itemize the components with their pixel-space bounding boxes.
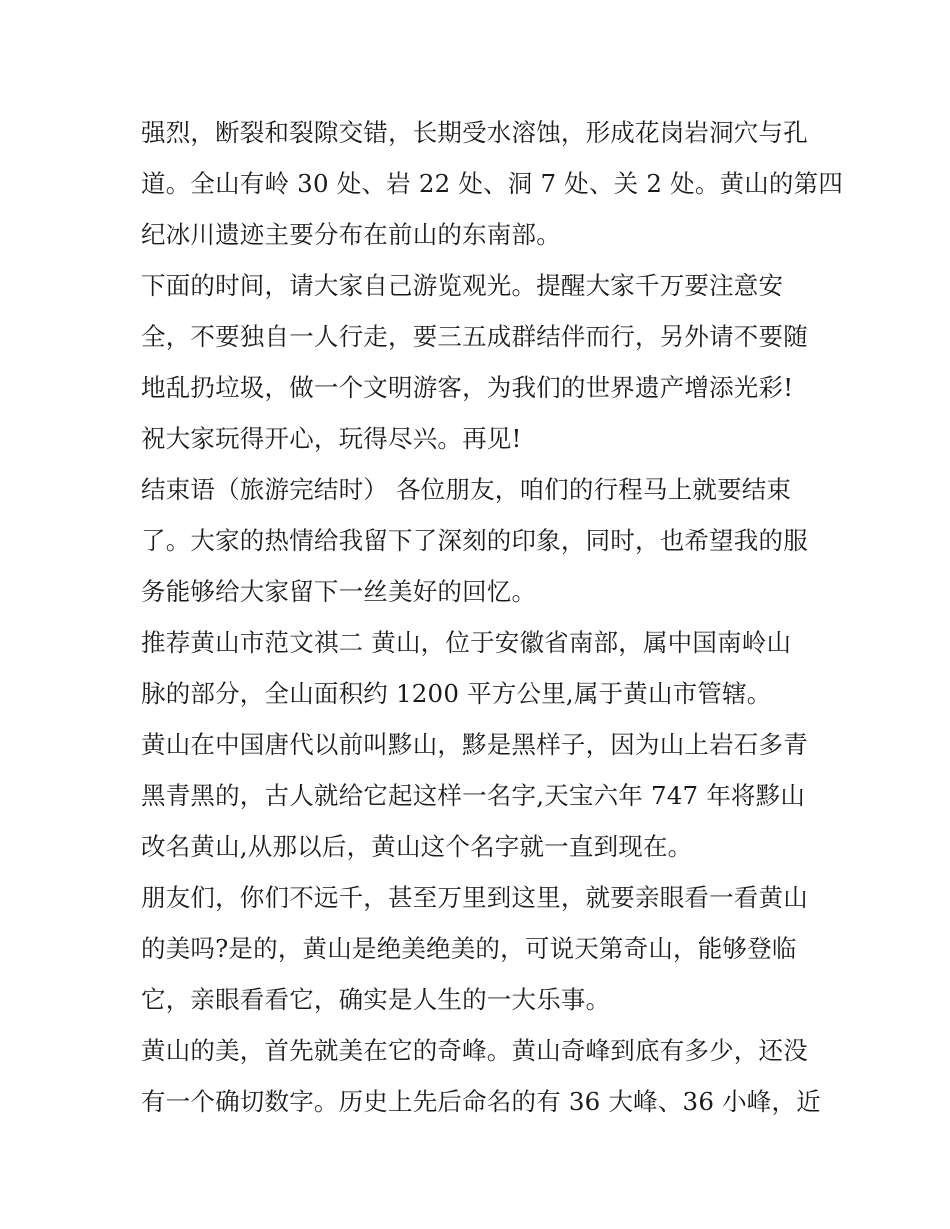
document-body xyxy=(141,107,844,1127)
text-line: 它，亲眼看看它，确实是人生的一大乐事。 xyxy=(141,985,611,1014)
text-line: 朋友们，你们不远千，甚至万里到这里，就要亲眼看一看黄山 xyxy=(141,883,808,912)
text-line: 黑青黑的，古人就给它起这样一名字,天宝六年 747 年将黟山 xyxy=(141,781,806,810)
text-line: 黄山的美，首先就美在它的奇峰。黄山奇峰到底有多少，还没 xyxy=(141,1036,808,1065)
text-line: 务能够给大家留下一丝美好的回忆。 xyxy=(141,577,537,606)
text-line: 全，不要独自一人行走，要三五成群结伴而行，另外请不要随 xyxy=(141,322,808,351)
text-line: 了。大家的热情给我留下了深刻的印象，同时，也希望我的服 xyxy=(141,526,808,555)
text-line: 脉的部分，全山面积约 1200 平方公里,属于黄山市管辖。 xyxy=(141,679,772,708)
text-line: 的美吗?是的，黄山是绝美绝美的，可说天第奇山，能够登临 xyxy=(141,934,797,963)
text-line: 祝大家玩得开心，玩得尽兴。再见! xyxy=(141,424,522,453)
text-line: 纪冰川遗迹主要分布在前山的东南部。 xyxy=(141,220,561,249)
text-line: 结束语（旅游完结时） 各位朋友，咱们的行程马上就要结束 xyxy=(141,475,792,504)
text-line: 下面的时间，请大家自己游览观光。提醒大家千万要注意安 xyxy=(141,271,784,300)
text-line: 强烈，断裂和裂隙交错，长期受水溶蚀，形成花岗岩洞穴与孔 xyxy=(141,118,808,147)
text-line: 道。全山有岭 30 处、岩 22 处、洞 7 处、关 2 处。黄山的第四 xyxy=(141,169,844,198)
text-line: 推荐黄山市范文祺二 黄山，位于安徽省南部，属中国南岭山 xyxy=(141,628,792,657)
text-line: 黄山在中国唐代以前叫黟山，黟是黑样子，因为山上岩石多青 xyxy=(141,730,808,759)
text-line: 改名黄山,从那以后，黄山这个名字就一直到现在。 xyxy=(141,832,693,861)
text-line: 地乱扔垃圾，做一个文明游客，为我们的世界遗产增添光彩! xyxy=(141,373,794,402)
text-line: 有一个确切数字。历史上先后命名的有 36 大峰、36 小峰，近 xyxy=(141,1087,821,1116)
